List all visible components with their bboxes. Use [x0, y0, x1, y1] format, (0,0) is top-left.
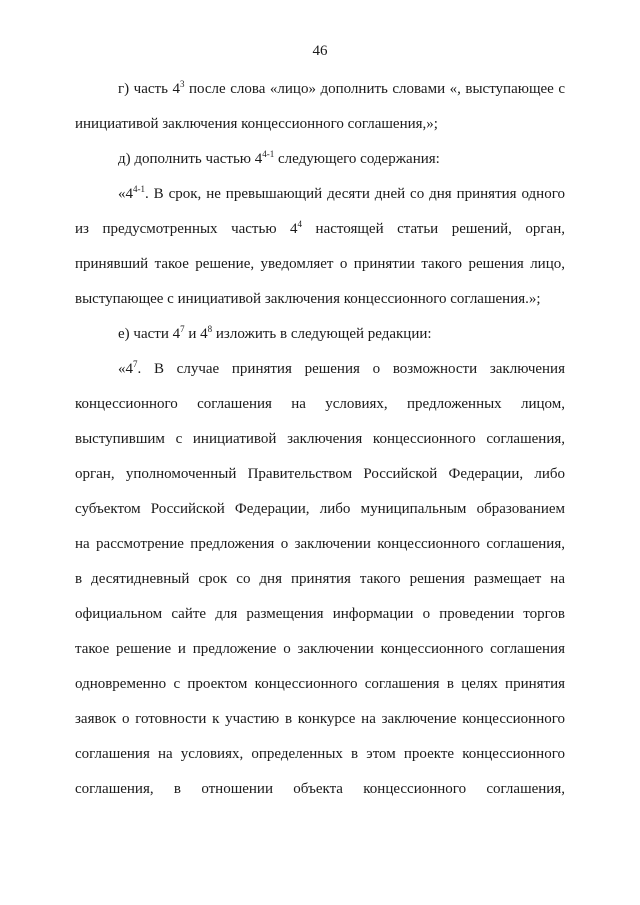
- text-run: после слова «лицо» дополнить словами «, выступающее с: [184, 81, 565, 97]
- part-4-7-line: соглашения на условиях, определенных в этом проекте концессионного: [75, 746, 565, 762]
- text-run: . В случае принятия решения о возможности заключения: [137, 361, 565, 377]
- part-4-7-line: на рассмотрение предложения о заключении концессионного соглашения,: [75, 536, 565, 552]
- paragraph-g-line-1: [75, 72, 565, 107]
- part-4-7-line: в десятидневный срок со дня принятия такого решения размещает на: [75, 571, 565, 587]
- text-run: д) дополнить частью 4: [118, 151, 263, 167]
- part-4-7-line: одновременно с проектом концессионного соглашения в целях принятия: [75, 676, 565, 692]
- text-run: . В срок, не превышающий десяти дней со дня принятия одного: [145, 186, 565, 202]
- superscript: 4: [297, 219, 303, 229]
- part-4-4-1-line-1: [75, 177, 565, 212]
- text-run: «4: [118, 186, 133, 202]
- part-4-4-1-line-3: принявший такое решение, уведомляет о принятии такого решения лицо,: [75, 256, 565, 272]
- text-run: и 4: [184, 326, 208, 342]
- part-4-7-line: соглашения, в отношении объекта концессионного соглашения,: [75, 781, 565, 797]
- part-4-7-line: официальном сайте для размещения информации о проведении торгов: [75, 606, 565, 622]
- superscript: 7: [180, 324, 185, 334]
- paragraph-g-line-2: инициативой заключения концессионного соглашения,»;: [75, 116, 438, 132]
- part-4-7-line: субъектом Российской Федерации, либо муниципальным образованием: [75, 501, 565, 517]
- text-run: из предусмотренных частью 4: [75, 221, 298, 237]
- superscript: 4-1: [133, 184, 145, 194]
- text-run: следующего содержания:: [274, 151, 440, 167]
- part-4-7-line-1: [75, 352, 565, 387]
- part-4-4-1-line-2: [75, 212, 565, 247]
- text-run: е) части 4: [118, 326, 181, 342]
- superscript: 4-1: [262, 149, 275, 159]
- text-run: изложить в следующей редакции:: [212, 326, 432, 342]
- part-4-7-line: заявок о готовности к участию в конкурсе на заключение концессионного: [75, 711, 565, 727]
- part-4-7-line: такое решение и предложение о заключении концессионного соглашения: [75, 641, 565, 657]
- paragraph-e-line-1: [75, 317, 565, 352]
- superscript: 8: [207, 324, 213, 334]
- part-4-7-line: концессионного соглашения на условиях, предложенных лицом,: [75, 396, 565, 412]
- superscript: 3: [179, 79, 185, 89]
- text-run: настоящей статьи решений, орган,: [302, 221, 565, 237]
- paragraph-d-line-1: [75, 142, 565, 177]
- text-run: г) часть 4: [118, 81, 180, 97]
- part-4-7-line: орган, уполномоченный Правительством Российской Федерации, либо: [75, 466, 565, 482]
- superscript: 7: [133, 359, 138, 369]
- text-run: «4: [118, 361, 133, 377]
- document-body: [75, 72, 565, 807]
- part-4-7-line: выступившим с инициативой заключения концессионного соглашения,: [75, 431, 565, 447]
- part-4-4-1-line-4: выступающее с инициативой заключения концессионного соглашения.»;: [75, 291, 541, 307]
- page-number: 46: [312, 43, 328, 59]
